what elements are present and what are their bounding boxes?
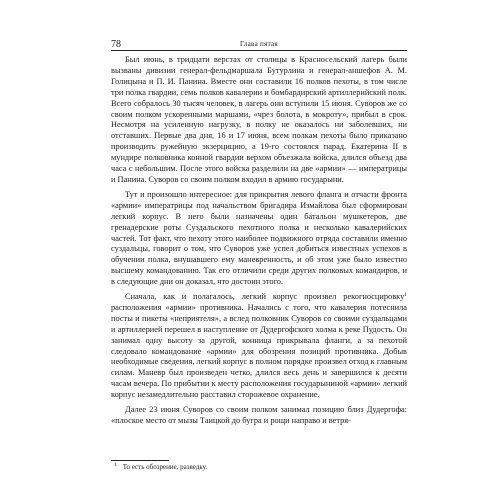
- paragraph-2: Тут и произошло интересное: для прикрытия левого фланга и отчасти фронта «армии» императрицы под начальством бригадира Измайлова был сформирован легкий корпус. В него были назначены один батальон мушкетеров, две гренадерские роты Суздальского пехотного полка и несколько кавалерийских частей. Тот факт, что пехоту этого наиболее подвижного отряда составили именно суздальцы, говорит о том, что Суворов уже успел добиться известных успехов в обучении полка, внушавшего ему маневренность, и об этом уже было известно высшему командованию. Так его отличили среди других полковых командиров, и в следующие дни он доказал, что достоин этого.: [111, 189, 407, 287]
- footnote-text: То есть обозрение, разведку.: [122, 463, 208, 471]
- paragraph-4: Далее 23 июня Суворов со своим полком занимал позицию близ Дудергофа: «плоское место от мызы Таицкой до бугра и рощи направо и ветря-: [111, 405, 407, 425]
- paragraph-3-start: Сначала, как и полагалось, легкий корпус произвел рекогносцировку: [125, 292, 405, 302]
- footnote-reference: 1: [404, 292, 407, 299]
- footnote: [111, 463, 407, 471]
- page-number: 78: [111, 39, 121, 50]
- footnote-divider: [111, 460, 169, 461]
- paragraph-3-end: расположения «армии» противника. Начались с того, что кавалерия потеснила посты и пикеты «неприятеля», а вслед полковник Суворов со своими суздальцами и артиллерией перешел в наступление от Дудергофского холма к реке Пудость. Он занимал одну высоту за другой, конница прикрывала фланги, а за пехотой следовало командование «армии» для обозрения позиций противника. Добыв необходимые сведения, легкий корпус в полном порядке произвел отход к главным силам. Маневр был произведен четко, длился весь день и завершился к десяти часам вечера. По прибытии к месту расположения государыниной «армии» легкий корпус незамедлительно расставил сторожевое охранение.: [111, 302, 407, 400]
- chapter-title: Глава пятая: [240, 40, 278, 48]
- paragraph-3: [111, 292, 407, 401]
- running-header: [111, 38, 407, 51]
- body-text: [111, 55, 407, 431]
- paragraph-1: Был июнь, в тридцати верстах от столицы в Красносельский лагерь были вызваны дивизии генерал-фельдмаршала Бутурлина и генерал-аншефов А. М. Голицына и П. И. Панина. Вместе они составили 16 полков пехоты, в том числе три полка гвардии, семь полков кавалерии и бомбардирский артиллерийский полк. Всего собралось 30 тысяч человек, в лагерь они вступили 15 июня. Суворов же со своим полком ускоренными маршами, «чрез болота, в мокроту», прибыл в срок. Несмотря на усиленную нагрузку, в полку не оказалось ни заболевших, ни отставших. Первые два дня, 16 и 17 июня, всем полкам пехоты было приказано производить ружейную экзерцицию, а 19-го состоялся парад. Екатерина II в мундире полковника конной гвардии верхом объезжала войска, длился объезд два часа с небольшим. После этого войска разделили на две «армии» — императрицы и Панина. Суворов со своим полком входил в армию государыни.: [111, 55, 407, 184]
- footnote-mark: 1: [114, 462, 117, 468]
